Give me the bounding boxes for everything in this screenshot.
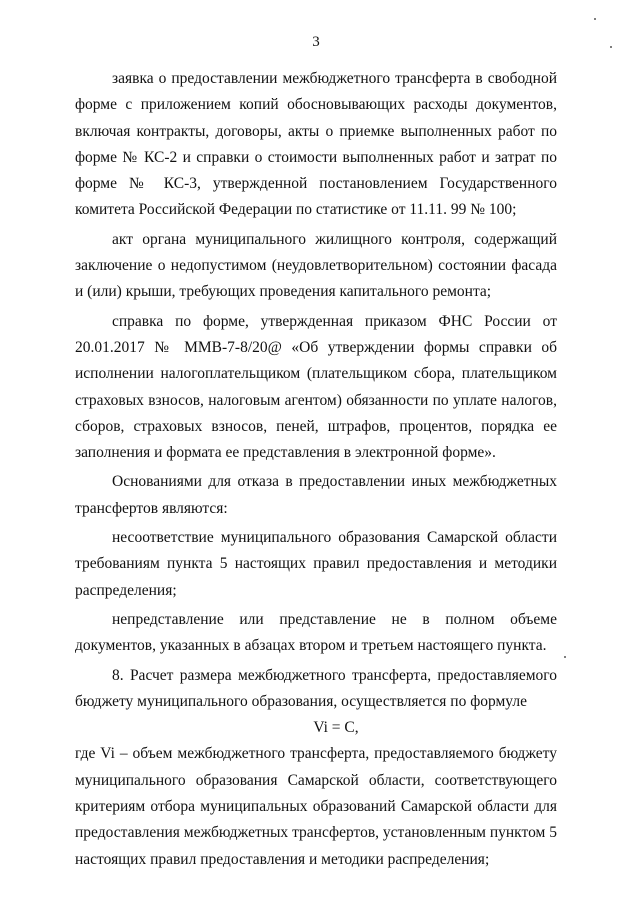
paragraph-nonconformity: несоответствие муниципального образования Самарской области требованиям пункта 5 настоящих правил предоставления и методики распределения; [75, 529, 557, 599]
paragraph-inspection-act: акт органа муниципального жилищного контроля, содержащий заключение о недопустимом (неудовлетворительном) состоянии фасада и (или) крыши, требующих проведения капитального ремонта; [75, 230, 557, 301]
scan-speck [610, 46, 612, 48]
paragraph-nonsubmission: непредставление или представление не в полном объеме документов, указанных в абзацах втором и третьем настоящего пункта. [75, 610, 557, 655]
scan-speck [594, 18, 596, 20]
paragraph-refusal-grounds: Основаниями для отказа в предоставлении иных межбюджетных трансфертов являются: [75, 473, 557, 517]
paragraph-tax-certificate: справка по форме, утвержденная приказом ФНС России от 20.01.2017 № ММВ-7-8/20@ «Об утверждении формы справки об исполнении налогоплательщиком (плательщиком сбора, плательщиком страховых взносов, налоговым агентом) обязанности по уплате налогов, сборов, страховых взносов, пеней, штрафов, процентов, порядка ее заполнения и формата ее представления в электронной форме». [75, 312, 557, 462]
paragraph-where: где Vi – объем межбюджетного трансферта, предоставляемого бюджету муниципального образования Самарской области, соответствующего критериям отбора муниципальных образований Самарской области для предоставления межбюджетных трансфертов, установленным пунктом 5 настоящих правил предоставления и методики распределения; [75, 745, 557, 868]
page-number: 3 [312, 34, 320, 50]
paragraph-calculation: 8. Расчет размера межбюджетного трансферта, предоставляемого бюджету муниципального образования, осуществляется по формуле [75, 666, 557, 710]
scan-speck [564, 656, 566, 658]
paragraph-application: заявка о предоставлении межбюджетного трансферта в свободной форме с приложением копий обосновывающих расходы документов, включая контракты, договоры, акты о приемке выполненных работ по форме № КС-2 и справки о стоимости выполненных работ и затрат по форме № КС-3, утвержденной постановлением Государственного комитета Российской Федерации по статистике от 11.11. 99 № 100; [75, 70, 557, 219]
formula: Vi = C, [313, 719, 359, 737]
document-body [75, 66, 557, 873]
